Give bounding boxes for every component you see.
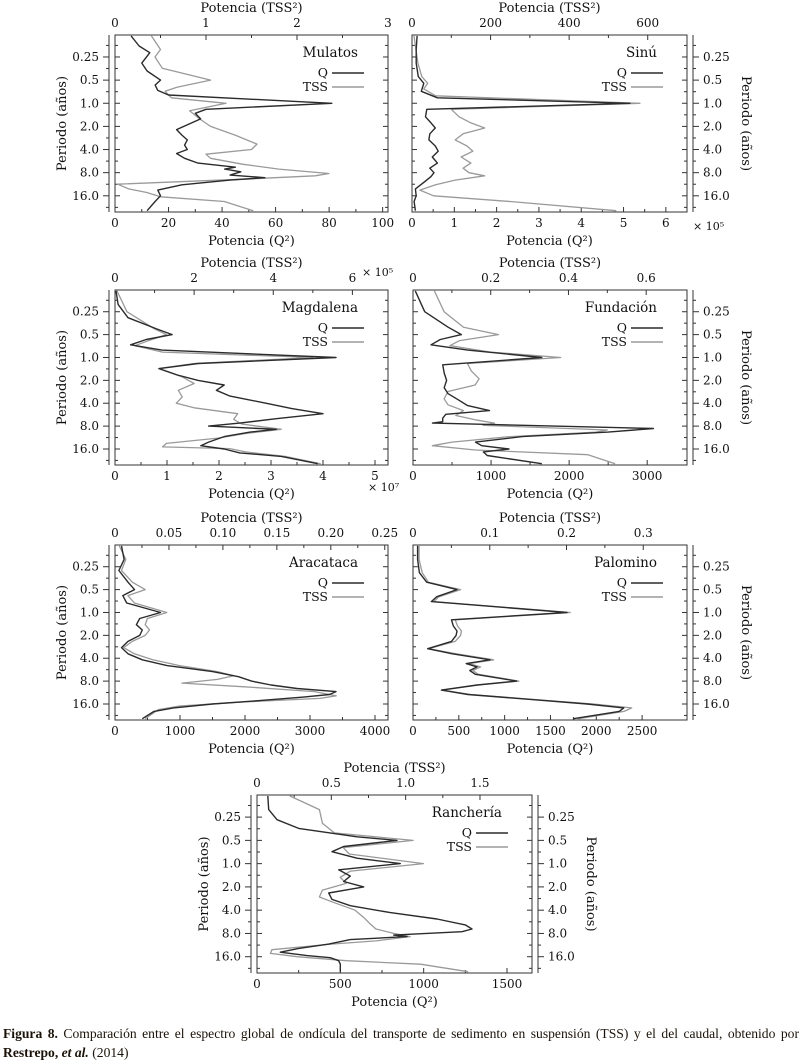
svg-text:8.0: 8.0 (548, 926, 568, 941)
svg-text:500: 500 (447, 724, 471, 738)
svg-text:0.5: 0.5 (703, 327, 723, 342)
svg-text:0.25: 0.25 (703, 304, 730, 319)
svg-text:4.0: 4.0 (703, 142, 723, 157)
svg-text:1: 1 (163, 469, 171, 483)
svg-text:16.0: 16.0 (214, 949, 241, 964)
top-axis-title: Potencia (TSS²) (200, 1, 303, 16)
legend-tss-label: TSS (601, 334, 627, 349)
caption-figure-label: Figura 8. (3, 1026, 58, 1041)
caption-line-2 (3, 1045, 128, 1060)
svg-text:600: 600 (636, 16, 660, 30)
svg-text:0: 0 (111, 469, 119, 483)
plot-frame (115, 290, 388, 465)
bottom-axis-title: Potencia (Q²) (351, 995, 438, 1010)
legend-q-label: Q (616, 320, 627, 335)
svg-text:0.5: 0.5 (321, 776, 341, 790)
svg-text:4000: 4000 (359, 724, 391, 738)
svg-text:1000: 1000 (408, 977, 439, 991)
legend-q-label: Q (317, 320, 328, 335)
svg-text:0.15: 0.15 (263, 526, 291, 540)
svg-text:2: 2 (492, 216, 501, 230)
period-axis-title: Periodo (años) (738, 329, 753, 426)
svg-text:0.25: 0.25 (703, 49, 730, 64)
tss-series-line (432, 291, 615, 464)
svg-text:1000: 1000 (475, 469, 507, 483)
svg-text:2.0: 2.0 (79, 119, 99, 134)
chart-Sinú (408, 1, 753, 249)
svg-text:4.0: 4.0 (703, 651, 723, 666)
svg-text:40: 40 (214, 216, 230, 230)
legend-q-label: Q (317, 575, 328, 590)
svg-text:1: 1 (202, 16, 210, 30)
svg-text:4.0: 4.0 (221, 903, 241, 918)
legend-q-label: Q (461, 825, 472, 840)
legend-q-label: Q (317, 65, 328, 80)
period-axis-title: Periodo (años) (197, 836, 212, 932)
q-series-line (418, 546, 624, 719)
svg-text:16.0: 16.0 (703, 441, 730, 456)
tss-series-line (119, 546, 336, 719)
svg-text:1.0: 1.0 (703, 605, 723, 620)
svg-text:1000: 1000 (164, 724, 196, 738)
svg-text:1.0: 1.0 (548, 856, 568, 871)
svg-text:0.05: 0.05 (155, 526, 183, 540)
svg-text:0.25: 0.25 (371, 526, 399, 540)
q-series-line (414, 36, 630, 211)
svg-text:0: 0 (111, 216, 119, 230)
caption-line-1 (3, 1024, 799, 1043)
svg-text:0.5: 0.5 (79, 73, 99, 88)
svg-text:0: 0 (409, 271, 417, 285)
svg-text:0.25: 0.25 (72, 49, 99, 64)
svg-text:0.20: 0.20 (317, 526, 345, 540)
period-axis-title: Periodo (años) (738, 584, 753, 681)
q-series-line (116, 291, 336, 464)
svg-text:16.0: 16.0 (72, 188, 99, 203)
q-series-line (119, 546, 336, 719)
svg-text:1.5: 1.5 (470, 776, 490, 790)
svg-text:0: 0 (409, 469, 417, 483)
svg-text:2.0: 2.0 (79, 373, 99, 388)
plot-frame (412, 35, 687, 212)
caption-body: Comparación entre el espectro global de ondícula del transporte de sedimento en suspensión (TSS) y el del caudal, obtenido por (57, 1026, 799, 1041)
legend-river-name: Aracataca (289, 555, 358, 571)
svg-text:4.0: 4.0 (548, 903, 568, 918)
svg-text:2: 2 (190, 271, 198, 285)
svg-text:3: 3 (267, 469, 275, 483)
legend-q-label: Q (616, 65, 627, 80)
svg-text:16.0: 16.0 (548, 949, 575, 964)
legend-tss-label: TSS (302, 334, 328, 349)
legend-river-name: Sinú (626, 45, 657, 61)
svg-text:4.0: 4.0 (79, 142, 99, 157)
svg-text:2000: 2000 (581, 724, 612, 738)
svg-text:0.25: 0.25 (703, 559, 730, 574)
svg-text:0.25: 0.25 (72, 559, 99, 574)
svg-text:0.5: 0.5 (79, 582, 99, 597)
svg-text:0.3: 0.3 (633, 526, 653, 540)
svg-text:0.6: 0.6 (636, 271, 656, 285)
svg-text:400: 400 (557, 16, 581, 30)
svg-text:0.1: 0.1 (480, 526, 500, 540)
svg-text:4: 4 (577, 216, 586, 230)
q-series-line (131, 36, 332, 211)
legend-tss-label: TSS (446, 839, 472, 854)
caption-year: (2014) (88, 1045, 129, 1060)
svg-text:2.0: 2.0 (703, 119, 723, 134)
svg-text:6: 6 (348, 271, 357, 285)
svg-text:0.25: 0.25 (214, 810, 241, 825)
svg-text:1.0: 1.0 (703, 350, 723, 365)
svg-text:0: 0 (253, 977, 261, 991)
tss-series-line (270, 796, 468, 972)
top-axis-title: Potencia (TSS²) (343, 761, 446, 776)
svg-text:3: 3 (384, 16, 392, 30)
svg-text:1000: 1000 (489, 724, 520, 738)
svg-text:0.5: 0.5 (703, 73, 723, 88)
svg-text:4: 4 (269, 271, 278, 285)
svg-text:5: 5 (619, 216, 628, 230)
legend-tss-label: TSS (302, 589, 328, 604)
svg-text:2000: 2000 (229, 724, 261, 738)
top-axis-multiplier: × 10⁵ (362, 266, 394, 279)
svg-text:8.0: 8.0 (703, 165, 723, 180)
legend-tss-label: TSS (302, 79, 328, 94)
plot-frame (413, 290, 687, 465)
top-axis-title: Potencia (TSS²) (498, 256, 602, 271)
svg-text:2.0: 2.0 (221, 879, 241, 894)
legend-q-label: Q (616, 575, 627, 590)
svg-text:0.10: 0.10 (209, 526, 237, 540)
top-axis-title: Potencia (TSS²) (200, 256, 303, 271)
plot-frame (413, 545, 687, 720)
svg-text:16.0: 16.0 (703, 188, 730, 203)
svg-text:2000: 2000 (553, 469, 585, 483)
svg-text:1500: 1500 (491, 977, 523, 991)
legend-river-name: Mulatos (302, 45, 358, 61)
svg-text:0.2: 0.2 (481, 271, 501, 285)
legend-river-name: Ranchería (431, 805, 502, 821)
svg-text:8.0: 8.0 (79, 419, 99, 434)
svg-text:0: 0 (409, 526, 417, 540)
svg-text:2: 2 (293, 16, 301, 30)
svg-text:16.0: 16.0 (703, 696, 730, 711)
tss-series-line (419, 546, 632, 719)
svg-text:0: 0 (409, 724, 417, 738)
period-axis-title: Periodo (años) (55, 584, 70, 681)
svg-text:80: 80 (321, 216, 337, 230)
chart-Mulatos (55, 1, 394, 249)
svg-text:1.0: 1.0 (79, 605, 99, 620)
svg-text:200: 200 (479, 16, 503, 30)
tss-series-line (118, 36, 329, 211)
caption-author: Restrepo, (3, 1045, 59, 1060)
bottom-axis-title: Potencia (Q²) (208, 487, 295, 502)
plot-frame (115, 35, 388, 212)
chart-Aracataca (55, 511, 398, 757)
svg-text:1.0: 1.0 (703, 96, 723, 111)
svg-text:2.0: 2.0 (703, 628, 723, 643)
svg-text:1.0: 1.0 (79, 350, 99, 365)
svg-text:0: 0 (111, 526, 119, 540)
svg-text:4.0: 4.0 (79, 651, 99, 666)
svg-text:0.5: 0.5 (703, 582, 723, 597)
svg-text:500: 500 (328, 977, 352, 991)
svg-text:0: 0 (408, 216, 416, 230)
svg-text:4.0: 4.0 (79, 396, 99, 411)
svg-text:0.25: 0.25 (72, 304, 99, 319)
chart-Palomino (409, 511, 753, 757)
svg-text:2.0: 2.0 (548, 879, 568, 894)
legend-river-name: Magdalena (281, 300, 358, 316)
top-axis-title: Potencia (TSS²) (498, 511, 602, 526)
period-axis-title: Periodo (años) (583, 836, 598, 932)
period-axis-title: Periodo (años) (55, 329, 70, 426)
svg-text:2500: 2500 (626, 724, 658, 738)
legend-river-name: Fundación (584, 300, 657, 316)
svg-text:20: 20 (160, 216, 177, 230)
svg-text:0.5: 0.5 (221, 833, 241, 848)
chart-Fundación (409, 256, 753, 502)
svg-text:0.25: 0.25 (548, 810, 575, 825)
bottom-axis-title: Potencia (Q²) (208, 234, 295, 249)
svg-text:3: 3 (535, 216, 543, 230)
svg-text:0: 0 (408, 16, 416, 30)
legend-tss-label: TSS (601, 589, 627, 604)
svg-text:4: 4 (319, 469, 327, 483)
legend-river-name: Palomino (594, 555, 657, 571)
period-axis-title: Periodo (años) (55, 75, 70, 172)
plot-frame (257, 795, 532, 973)
svg-text:2: 2 (215, 469, 223, 483)
svg-text:60: 60 (267, 216, 284, 230)
legend-tss-label: TSS (601, 79, 627, 94)
svg-text:2.0: 2.0 (79, 628, 99, 643)
svg-text:3000: 3000 (631, 469, 663, 483)
top-axis-title: Potencia (TSS²) (498, 1, 601, 16)
svg-text:8.0: 8.0 (703, 674, 723, 689)
svg-text:8.0: 8.0 (221, 926, 241, 941)
svg-text:0.5: 0.5 (79, 327, 99, 342)
chart-Magdalena (55, 256, 400, 502)
svg-text:6: 6 (662, 216, 670, 230)
svg-text:4.0: 4.0 (703, 396, 723, 411)
svg-text:8.0: 8.0 (79, 674, 99, 689)
svg-text:8.0: 8.0 (703, 419, 723, 434)
svg-text:16.0: 16.0 (72, 441, 99, 456)
period-axis-title: Periodo (años) (738, 75, 753, 172)
svg-text:8.0: 8.0 (79, 165, 99, 180)
svg-text:5: 5 (371, 469, 379, 483)
svg-text:0.4: 0.4 (558, 271, 579, 285)
plot-frame (115, 545, 388, 720)
bottom-axis-title: Potencia (Q²) (506, 742, 594, 757)
chart-Ranchería (197, 761, 598, 1010)
svg-text:2.0: 2.0 (703, 373, 723, 388)
figure-caption (3, 1024, 799, 1062)
bottom-axis-title: Potencia (Q²) (208, 742, 295, 757)
svg-text:1500: 1500 (535, 724, 566, 738)
q-series-line (268, 796, 472, 972)
tss-series-line (414, 36, 640, 211)
svg-text:3000: 3000 (294, 724, 326, 738)
svg-text:0.2: 0.2 (556, 526, 577, 540)
bottom-axis-title: Potencia (Q²) (506, 487, 594, 502)
top-axis-title: Potencia (TSS²) (200, 511, 303, 526)
svg-text:0.5: 0.5 (548, 833, 568, 848)
svg-text:1.0: 1.0 (396, 776, 416, 790)
svg-text:0: 0 (253, 776, 261, 790)
svg-text:1: 1 (450, 216, 459, 230)
svg-text:1.0: 1.0 (221, 856, 241, 871)
svg-text:0: 0 (111, 16, 119, 30)
svg-text:0: 0 (111, 724, 119, 738)
bottom-axis-multiplier: × 10⁷ (368, 481, 400, 494)
svg-text:0: 0 (111, 271, 119, 285)
svg-text:100: 100 (371, 216, 395, 230)
svg-text:16.0: 16.0 (72, 696, 99, 711)
bottom-axis-title: Potencia (Q²) (506, 234, 593, 249)
bottom-axis-multiplier: × 10⁵ (693, 220, 725, 233)
svg-text:1.0: 1.0 (79, 96, 99, 111)
caption-etal: et al. (58, 1045, 89, 1060)
